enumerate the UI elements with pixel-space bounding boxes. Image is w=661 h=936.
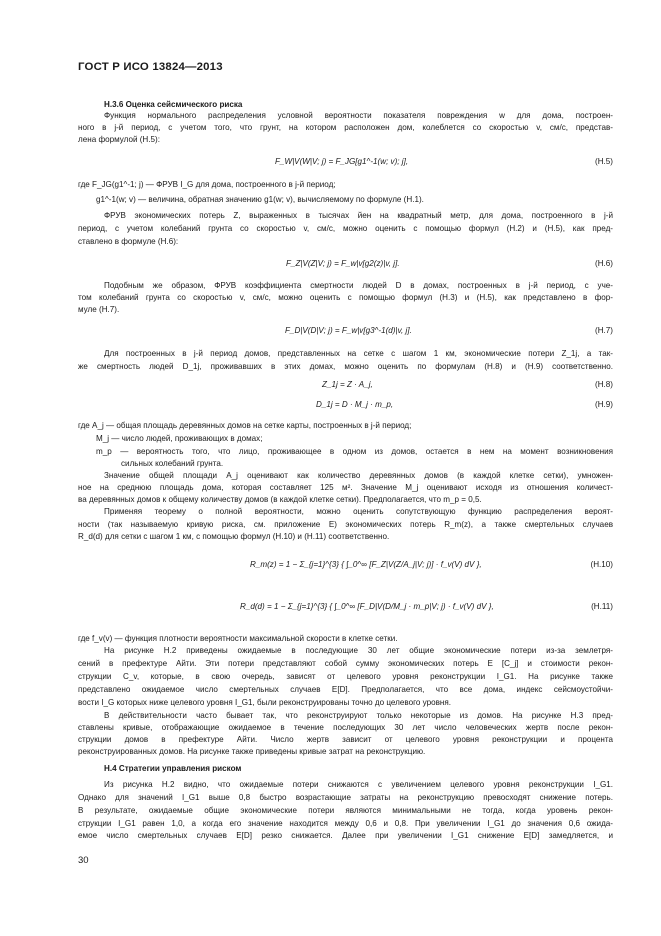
equation-h11: R_d(d) = 1 − Σ_{j=1}^{3} { ∫_0^∞ [F_D|V(D/M_j · m_p|V; j) · f_v(V) dV }, (240, 602, 494, 611)
text-line: ное на среднюю площадь дома, которая составляет 125 м². Значение M_j оценивают исходя из отношения количест- (78, 483, 613, 492)
section-heading-h4: H.4 Стратегии управления риском (104, 764, 242, 773)
equation-h6: F_Z|V(Z|V; j) = F_w|v[g2(z)|v, j]. (286, 259, 400, 268)
equation-h9: D_1j = D · M_j · m_p, (316, 400, 394, 409)
equation-label-h7: (H.7) (595, 326, 613, 335)
equation-label-h10: (H.10) (590, 560, 613, 569)
equation-label-h6: (H.6) (595, 259, 613, 268)
text-line: Однако для значений I_G1 выше 0,8 быстро возрастающие затраты на реконструкцию превосходят снижение потерь. (78, 793, 613, 802)
text-line: сильных колебаний грунта. (121, 459, 224, 468)
text-line: представлено ожидаемое число смертельных случаев E[D]. Предполагается, что все дома, индекс сейсмоустойчи- (78, 685, 613, 694)
text-line: струкции I_G1 равен 1,0, а когда его значение находится между 0,6 и 0,8. При увеличении I_G1 до значения 0,6 ожида- (78, 819, 613, 828)
text-line: лена формулой (H.5): (78, 135, 160, 144)
text-line: Функция нормального распределения условной вероятности показателя повреждения w для дома, построен- (104, 111, 613, 120)
text-line: Применяя теорему о полной вероятности, можно оценить сопутствующую функцию распределения вероят- (104, 507, 613, 516)
page-number: 30 (78, 855, 89, 866)
equation-label-h9: (H.9) (595, 400, 613, 409)
text-line: струкции домов в префектуре Айти. Число жертв зависит от целевого уровня реконструкции и процента (78, 735, 613, 744)
text-line: реконструированных домов. На рисунке также приведены кривые затрат на реконструкцию. (78, 747, 426, 756)
text-line: ФРУВ экономических потерь Z, выраженных в тысячах йен на квадратный метр, для дома, построенного в j-й (104, 211, 613, 220)
text-line: ности (так называемую кривую риска, см. приложение E) экономических потерь R_m(z), а также смертельных случаев (78, 520, 613, 529)
text-line: муле (H.7). (78, 305, 120, 314)
text-line: том колебаний грунта со скоростью v, см/с, можно оценить с помощью формул (H.3) и (H.5), как представлено в фор- (78, 293, 613, 302)
text-line: вости I_G которых ниже целевого уровня I_G1, были реконструированы точно до целевого уровня. (78, 698, 451, 707)
text-line: ставлено в формуле (H.6): (78, 237, 179, 246)
text-line: сений в префектуре Айти. Эти потери представляют собой сумму экономических потерь E [C_j] и стоимости рекон- (78, 659, 613, 668)
document-header: ГОСТ Р ИСО 13824—2013 (78, 61, 223, 73)
text-line: g1^-1(w; v) — величина, обратная значению g1(w; v), вычисляемому по формуле (H.1). (96, 195, 424, 204)
text-line: m_p — вероятность того, что лицо, проживающее в одном из домов, остается в нем на момент возникновения (96, 447, 613, 456)
text-line: Из рисунка H.2 видно, что ожидаемые потери снижаются с увеличением целевого уровня реконструкции I_G1. (104, 780, 613, 789)
text-line: R_d(d) для сетки с шагом 1 км, с помощью формул (H.10) и (H.11) соответственно. (78, 532, 390, 541)
text-line: ва деревянных домов к общему количеству домов (в каждой клетке сетки). Предполагается, что m_p = 0,5. (78, 495, 482, 504)
text-line: же смертность людей D_1j, проживавших в этих домах, можно оценить по формулам (H.8) и (H.9) соответственно. (78, 362, 613, 371)
equation-h7: F_D|V(D|V; j) = F_w|v[g3^-1(d)|v, j]. (285, 326, 412, 335)
text-line: Подобным же образом, ФРУВ коэффициента смертности людей D в домах, построенных в j-й период, с уче- (104, 281, 613, 290)
equation-label-h5: (H.5) (595, 157, 613, 166)
text-line: В действительности часто бывает так, что реконструируют только некоторые из домов. На рисунке H.3 пред- (104, 711, 613, 720)
equation-h10: R_m(z) = 1 − Σ_{j=1}^{3} { ∫_0^∞ [F_Z|V(Z/A_j|V; j)] · f_v(V) dV }, (250, 560, 482, 569)
text-line: Для построенных в j-й период домов, представленных на сетке с шагом 1 км, экономические потери Z_1j, а так- (104, 349, 613, 358)
text-line: где F_JG(g1^-1; j) — ФРУВ I_G для дома, построенного в j-й период; (78, 180, 336, 189)
text-line: M_j — число людей, проживающих в домах; (96, 434, 263, 443)
text-line: емое число смертельных случаев E[D] резко снижается. Далее при увеличении I_G1 снижение E[D] замедляется, и (78, 831, 613, 840)
text-line: В результате, ожидаемые общие экономические потери являются минимальными не тогда, когда уровень рекон- (78, 806, 613, 815)
text-line: струкции C_v, которые, в свою очередь, зависят от целевого уровня реконструкции I_G1. На рисунке также (78, 672, 613, 681)
text-line: где f_v(v) — функция плотности вероятности максимальной скорости в клетке сетки. (78, 634, 398, 643)
text-line: где A_j — общая площадь деревянных домов на сетке карты, построенных в j-й период; (78, 421, 412, 430)
equation-h5: F_W|V(W|V; j) = F_JG[g1^-1(w; v); j], (275, 157, 409, 166)
text-line: ного в j-й период, с учетом того, что грунт, на котором расположен дом, колеблется со скоростью v, см/с, представ- (78, 123, 613, 132)
equation-label-h8: (H.8) (595, 380, 613, 389)
equation-h8: Z_1j = Z · A_j, (322, 380, 373, 389)
text-line: На рисунке H.2 приведены ожидаемые в последующие 30 лет общие экономические потери из-за землетря- (104, 646, 613, 655)
equation-label-h11: (H.11) (591, 602, 613, 611)
text-line: ставлены кривые, отображающие ожидаемое в течение последующих 30 лет число человеческих жертв после рекон- (78, 723, 613, 732)
text-line: период, с учетом колебаний грунта со скоростью v, см/с, можно оценить с помощью формул (H.2) и (H.5), как пред- (78, 224, 613, 233)
text-line: Значение общей площади A_j оценивают как количество деревянных домов (в каждой клетке сетки), умножен- (104, 471, 613, 480)
section-heading-h36: Н.3.6 Оценка сейсмического риска (104, 100, 243, 109)
